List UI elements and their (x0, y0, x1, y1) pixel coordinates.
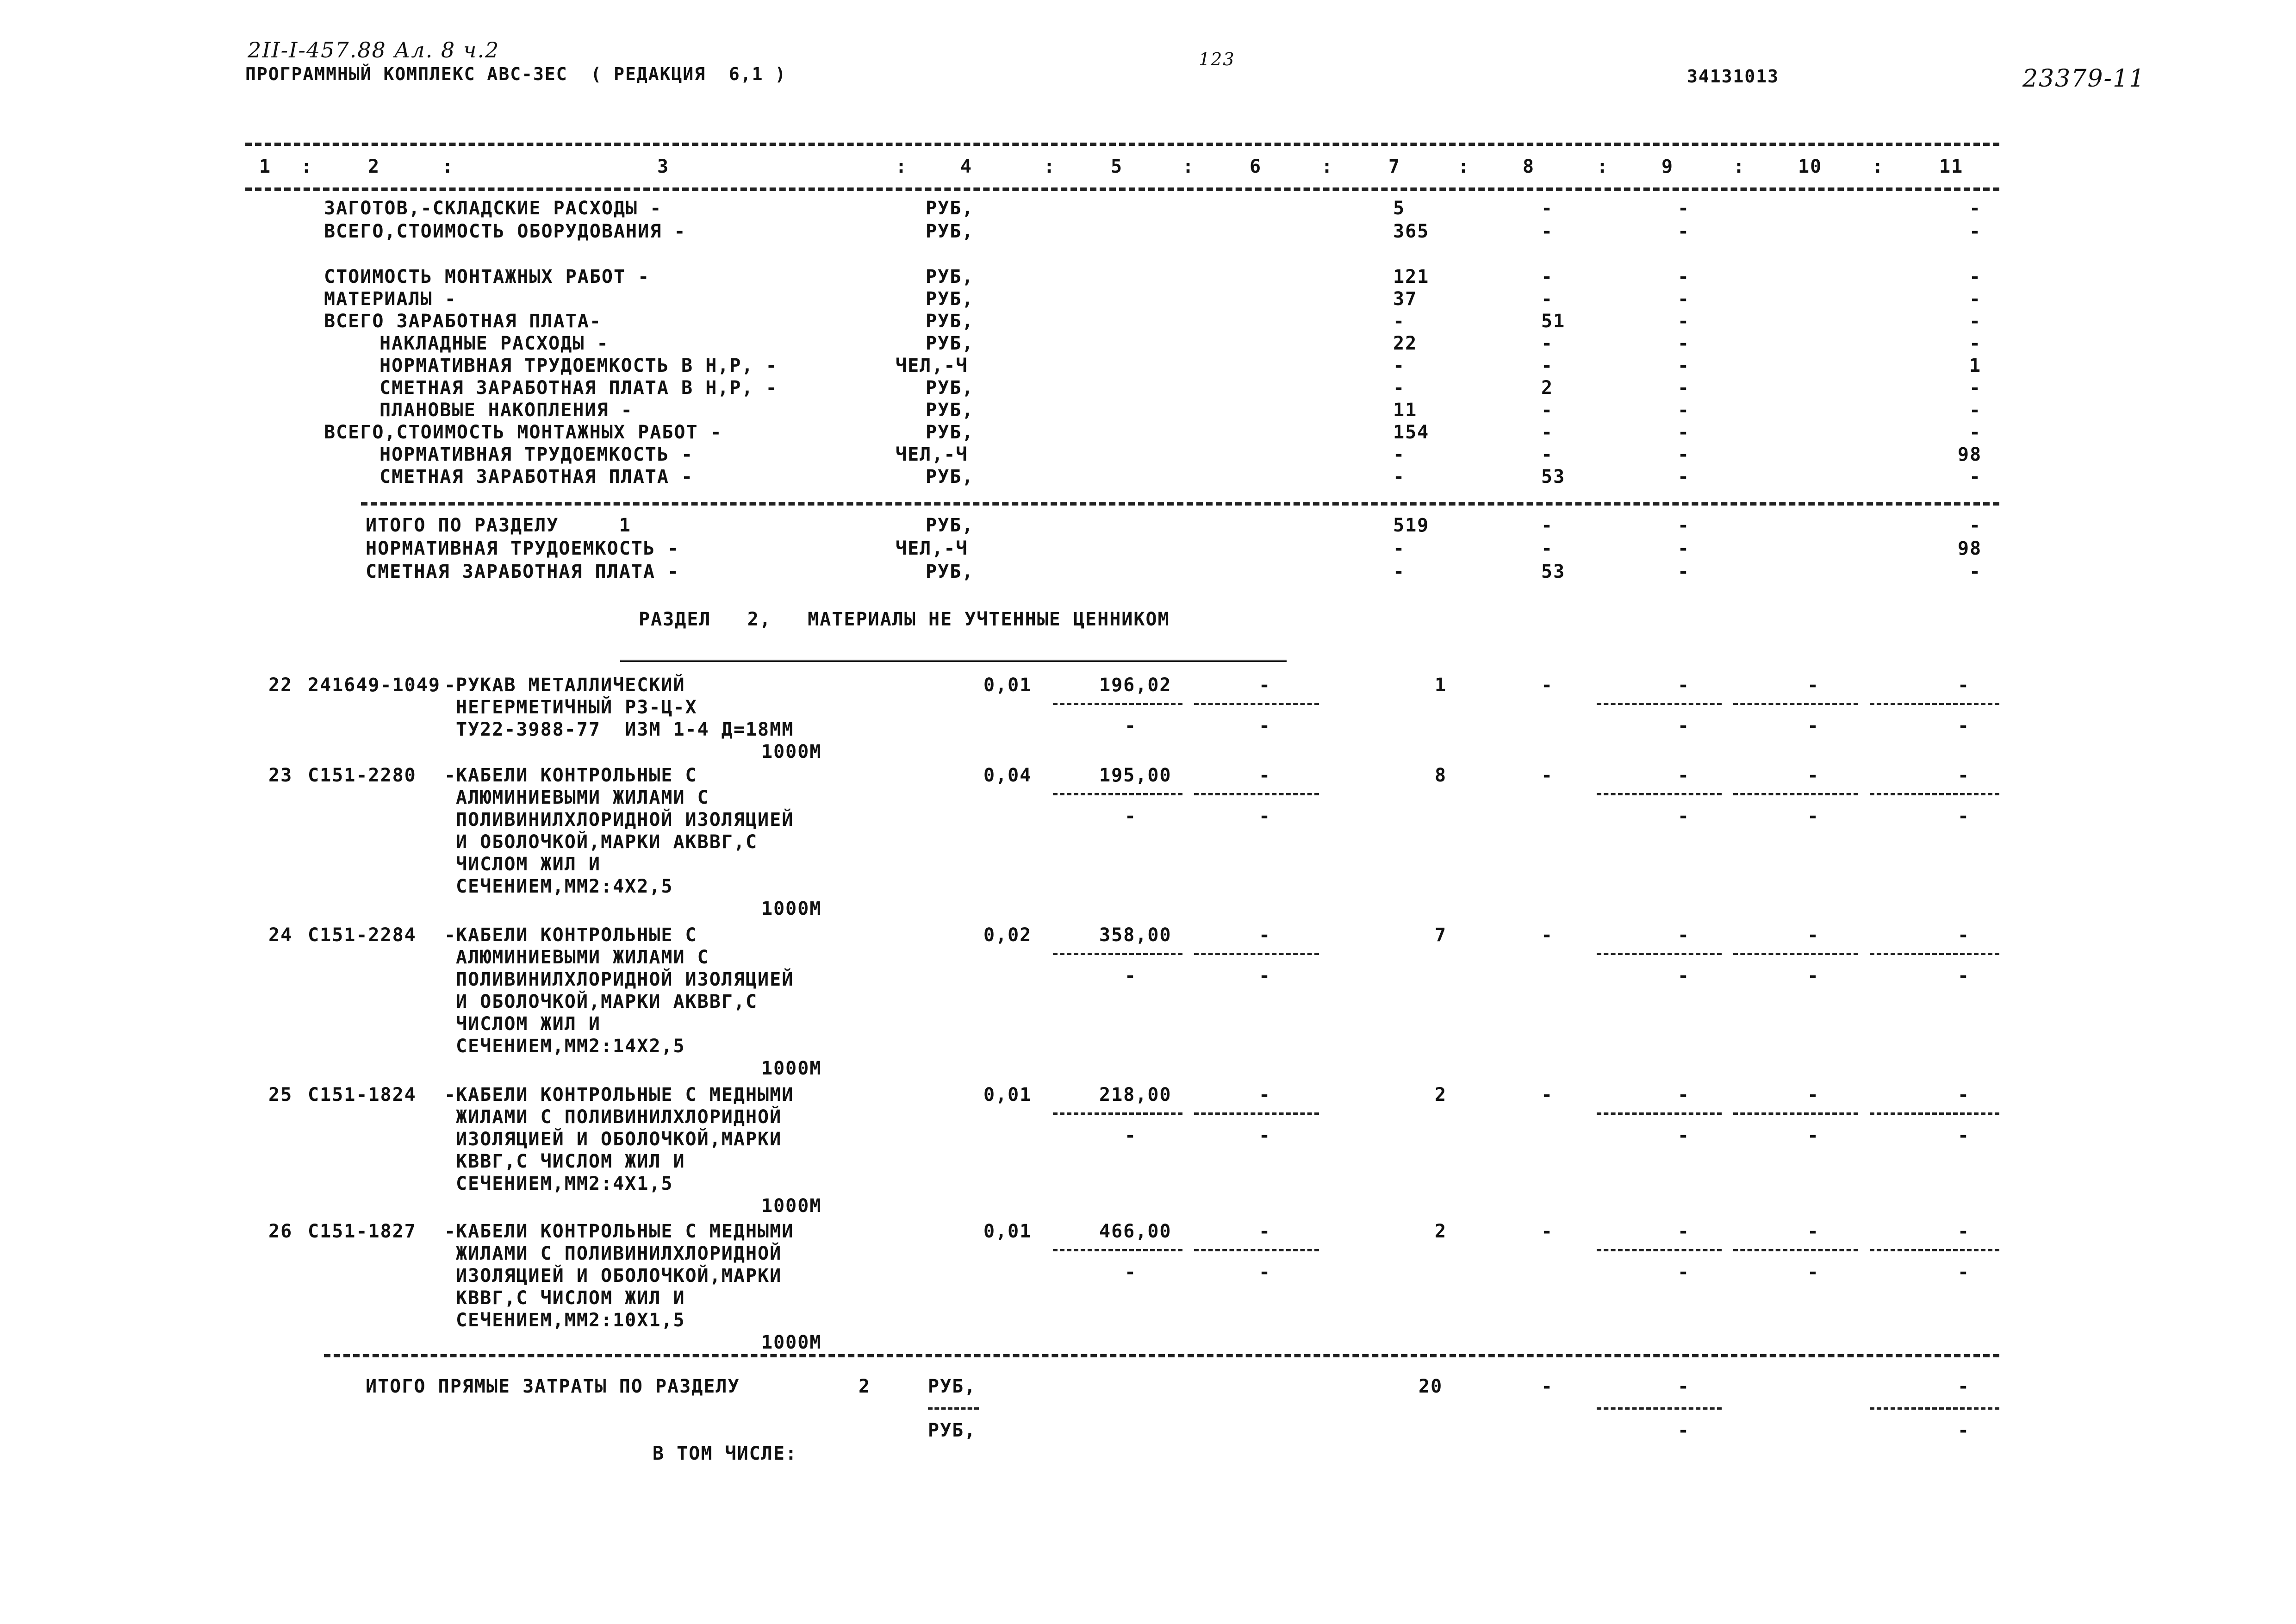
summary-row-c9: - (1678, 311, 1690, 332)
summary-row-label: СМЕТНАЯ ЗАРАБОТНАЯ ПЛАТА - (380, 466, 694, 487)
item-number: 22 (268, 675, 293, 696)
summary-row-c7: 365 (1393, 221, 1430, 242)
summary-row-c8: - (1541, 422, 1554, 443)
summary-row-c8: - (1541, 444, 1554, 465)
item-price: 196,02 (1099, 675, 1172, 696)
item-number: 25 (268, 1084, 293, 1106)
item-c9: - (1678, 1221, 1690, 1242)
item-c11: - (1958, 675, 1970, 696)
item-number: 26 (268, 1221, 293, 1242)
total-row-c11: - (1969, 561, 1982, 582)
summary-row-c9: - (1678, 377, 1690, 399)
item-c8: - (1541, 1221, 1554, 1242)
summary-row-c9: - (1678, 198, 1690, 219)
header-top-rule (245, 143, 1999, 146)
item-description-line: ЧИСЛОМ ЖИЛ И (456, 854, 601, 875)
item-c11: - (1958, 1221, 1970, 1242)
item-underline-9 (1597, 703, 1722, 705)
item-underline-6 (1194, 953, 1319, 955)
item-description-line: СЕЧЕНИЕМ,ММ2:4Х1,5 (456, 1173, 673, 1194)
summary-row-c8: - (1541, 333, 1554, 354)
summary-row-c7: 121 (1393, 266, 1430, 287)
item-c11: - (1958, 765, 1970, 786)
item-c7: 2 (1435, 1084, 1447, 1106)
item-sub-c11: - (1958, 806, 1970, 827)
item-description-line: СЕЧЕНИЕМ,ММ2:10Х1,5 (456, 1310, 685, 1331)
item-number: 24 (268, 924, 293, 946)
total2-c11-2: - (1958, 1420, 1970, 1441)
total-row-c9: - (1678, 561, 1690, 582)
item-sub-c9: - (1678, 715, 1690, 737)
item-sub-c5: - (1125, 1125, 1137, 1146)
item-c6: - (1259, 924, 1271, 946)
item-description-line: СЕЧЕНИЕМ,ММ2:14Х2,5 (456, 1036, 685, 1057)
item-c10: - (1807, 675, 1820, 696)
item-description-line: СЕЧЕНИЕМ,ММ2:4Х2,5 (456, 876, 673, 897)
item-dash: - (444, 675, 457, 696)
summary-row-c7: 22 (1393, 333, 1418, 354)
summary-row-c11: 1 (1969, 355, 1982, 376)
summary-row-c8: - (1541, 198, 1554, 219)
item-sub-c5: - (1125, 715, 1137, 737)
item-dash: - (444, 924, 457, 946)
item-sub-c11: - (1958, 1262, 1970, 1283)
summary-row-c8: 53 (1541, 466, 1566, 487)
item-sub-c6: - (1259, 1262, 1271, 1283)
summary-row-label: ВСЕГО,СТОИМОСТЬ ОБОРУДОВАНИЯ - (324, 221, 686, 242)
summary-row-c9: - (1678, 444, 1690, 465)
total-row-label: СМЕТНАЯ ЗАРАБОТНАЯ ПЛАТА - (366, 561, 680, 582)
summary-row-c9: - (1678, 288, 1690, 310)
item-underline-10 (1733, 1112, 1858, 1115)
summary-row-unit: РУБ, (926, 377, 974, 399)
summary-row-label: СМЕТНАЯ ЗАРАБОТНАЯ ПЛАТА В Н,Р, - (380, 377, 778, 399)
item-c7: 7 (1435, 924, 1447, 946)
item-code: С151-2280 (308, 765, 417, 786)
total-row-c7: - (1393, 561, 1406, 582)
summary-row-c11: - (1969, 311, 1982, 332)
item-underline-11 (1870, 793, 1999, 795)
item-description-line: КАБЕЛИ КОНТРОЛЬНЫЕ С (456, 765, 697, 786)
total-row-c9: - (1678, 538, 1690, 559)
summary-row-c7: - (1393, 377, 1406, 399)
item-underline-10 (1733, 953, 1858, 955)
item-dash: - (444, 765, 457, 786)
summary-row-label: НАКЛАДНЫЕ РАСХОДЫ - (380, 333, 609, 354)
item-c7: 1 (1435, 675, 1447, 696)
item-unit: 1000М (761, 1058, 822, 1079)
item-underline-5 (1053, 1249, 1182, 1251)
item-description-line: КАБЕЛИ КОНТРОЛЬНЫЕ С МЕДНЫМИ (456, 1084, 794, 1106)
summary-row-unit: ЧЕЛ,-Ч (896, 444, 968, 465)
item-sub-c9: - (1678, 965, 1690, 987)
item-underline-5 (1053, 1112, 1182, 1115)
item-underline-6 (1194, 703, 1319, 705)
item-c7: 8 (1435, 765, 1447, 786)
summary-row-label: МАТЕРИАЛЫ - (324, 288, 457, 310)
summary-row-c11: - (1969, 333, 1982, 354)
summary-row-c7: - (1393, 311, 1406, 332)
item-description-line: ИЗОЛЯЦИЕЙ И ОБОЛОЧКОЙ,МАРКИ (456, 1265, 782, 1287)
item-description-line: РУКАВ МЕТАЛЛИЧЕСКИЙ (456, 675, 685, 696)
col-7: 7 (1388, 156, 1401, 177)
item-c9: - (1678, 1084, 1690, 1106)
program-title: ПРОГРАММНЫЙ КОМПЛЕКС АВС-ЗЕС ( РЕДАКЦИЯ 6,1 ) (245, 64, 787, 84)
col-8: 8 (1523, 156, 1535, 177)
item-sub-c10: - (1807, 806, 1820, 827)
total-row-unit: ЧЕЛ,-Ч (896, 538, 968, 559)
summary-row-unit: РУБ, (926, 221, 974, 242)
summary-row-label: НОРМАТИВНАЯ ТРУДОЕМКОСТЬ В Н,Р, - (380, 355, 778, 376)
summary-row-unit: РУБ, (926, 400, 974, 421)
item-price: 358,00 (1099, 924, 1172, 946)
summary-row-unit: РУБ, (926, 198, 974, 219)
summary-row-c11: - (1969, 288, 1982, 310)
item-unit: 1000М (761, 898, 822, 919)
item-underline-6 (1194, 1112, 1319, 1115)
total-row-c11: 98 (1958, 538, 1982, 559)
item-sub-c6: - (1259, 1125, 1271, 1146)
item-underline-11 (1870, 1112, 1999, 1115)
summary-row-label: ВСЕГО ЗАРАБОТНАЯ ПЛАТА- (324, 311, 602, 332)
summary-row-c7: - (1393, 466, 1406, 487)
item-description-line: И ОБОЛОЧКОЙ,МАРКИ АКВВГ,С (456, 991, 758, 1012)
item-qty: 0,01 (983, 1221, 1032, 1242)
stamp-number: 23379-11 (2022, 65, 2146, 93)
item-unit: 1000М (761, 741, 822, 762)
item-underline-11 (1870, 1249, 1999, 1251)
summary-row-unit: РУБ, (926, 266, 974, 287)
item-sub-c10: - (1807, 715, 1820, 737)
item-sub-c11: - (1958, 965, 1970, 987)
item-underline-10 (1733, 703, 1858, 705)
col-4: 4 (960, 156, 973, 177)
col-10: 10 (1798, 156, 1823, 177)
total2-c8: - (1541, 1376, 1554, 1397)
item-underline-9 (1597, 953, 1722, 955)
section2-title: РАЗДЕЛ 2, МАТЕРИАЛЫ НЕ УЧТЕННЫЕ ЦЕННИКОМ (639, 609, 1170, 630)
item-number: 23 (268, 765, 293, 786)
col-3: 3 (657, 156, 670, 177)
total-row-c8: - (1541, 538, 1554, 559)
summary-row-label: НОРМАТИВНАЯ ТРУДОЕМКОСТЬ - (380, 444, 694, 465)
item-c9: - (1678, 924, 1690, 946)
item-c8: - (1541, 924, 1554, 946)
item-sub-c10: - (1807, 965, 1820, 987)
summary-row-label: ПЛАНОВЫЕ НАКОПЛЕНИЯ - (380, 400, 633, 421)
item-sub-c5: - (1125, 1262, 1137, 1283)
item-unit: 1000М (761, 1332, 822, 1353)
item-sub-c11: - (1958, 1125, 1970, 1146)
total-row-c9: - (1678, 515, 1690, 536)
summary-row-unit: РУБ, (926, 288, 974, 310)
item-sub-c10: - (1807, 1262, 1820, 1283)
item-underline-5 (1053, 703, 1182, 705)
col-2: 2 (368, 156, 380, 177)
summary-row-unit: РУБ, (926, 333, 974, 354)
item-qty: 0,01 (983, 675, 1032, 696)
item-c8: - (1541, 765, 1554, 786)
summary-row-c11: 98 (1958, 444, 1982, 465)
item-dash: - (444, 1221, 457, 1242)
item-sub-c11: - (1958, 715, 1970, 737)
item-sub-c5: - (1125, 965, 1137, 987)
item-description-line: ЖИЛАМИ С ПОЛИВИНИЛХЛОРИДНОЙ (456, 1243, 782, 1264)
total-row-c11: - (1969, 515, 1982, 536)
item-c11: - (1958, 924, 1970, 946)
item-c8: - (1541, 675, 1554, 696)
item-qty: 0,02 (983, 924, 1032, 946)
document-code: 34131013 (1687, 66, 1780, 87)
item-c6: - (1259, 675, 1271, 696)
item-description-line: ЧИСЛОМ ЖИЛ И (456, 1013, 601, 1035)
total-row-c8: 53 (1541, 561, 1566, 582)
total2-unit2: РУБ, (928, 1420, 977, 1441)
total2-c9: - (1678, 1376, 1690, 1397)
item-description-line: И ОБОЛОЧКОЙ,МАРКИ АКВВГ,С (456, 831, 758, 853)
summary-row-c8: 51 (1541, 311, 1566, 332)
summary-row-unit: РУБ, (926, 466, 974, 487)
summary-row-c7: - (1393, 355, 1406, 376)
summary-row-c9: - (1678, 355, 1690, 376)
item-c10: - (1807, 1221, 1820, 1242)
item-description-line: ПОЛИВИНИЛХЛОРИДНОЙ ИЗОЛЯЦИЕЙ (456, 969, 794, 990)
summary-row-unit: РУБ, (926, 422, 974, 443)
item-c10: - (1807, 1084, 1820, 1106)
section2-title-rule (620, 660, 1287, 662)
total2-section: 2 (859, 1376, 871, 1397)
item-description-line: КВВГ,С ЧИСЛОМ ЖИЛ И (456, 1151, 685, 1172)
item-description-line: ЖИЛАМИ С ПОЛИВИНИЛХЛОРИДНОЙ (456, 1106, 782, 1128)
col-9: 9 (1661, 156, 1674, 177)
total2-label: ИТОГО ПРЯМЫЕ ЗАТРАТЫ ПО РАЗДЕЛУ (366, 1376, 740, 1397)
total-row-c8: - (1541, 515, 1554, 536)
header-bottom-rule (245, 187, 1999, 191)
handwritten-doc-ref: 2II-I-457.88 Ал. 8 ч.2 (248, 37, 500, 62)
item-description-line: АЛЮМИНИЕВЫМИ ЖИЛАМИ С (456, 787, 709, 808)
item-code: 241649-1049 (308, 675, 441, 696)
item-underline-10 (1733, 1249, 1858, 1251)
item-sub-c9: - (1678, 806, 1690, 827)
total2-c11: - (1958, 1376, 1970, 1397)
item-underline-9 (1597, 1249, 1722, 1251)
item-code: С151-1824 (308, 1084, 417, 1106)
item-description-line: ПОЛИВИНИЛХЛОРИДНОЙ ИЗОЛЯЦИЕЙ (456, 809, 794, 831)
summary-row-c7: 37 (1393, 288, 1418, 310)
summary-row-label: ЗАГОТОВ,-СКЛАДСКИЕ РАСХОДЫ - (324, 198, 662, 219)
summary-row-c7: - (1393, 444, 1406, 465)
item-c10: - (1807, 924, 1820, 946)
item-sub-c6: - (1259, 806, 1271, 827)
total2-rule (324, 1354, 1999, 1357)
item-price: 218,00 (1099, 1084, 1172, 1106)
summary-row-c11: - (1969, 422, 1982, 443)
item-c7: 2 (1435, 1221, 1447, 1242)
summary-row-c9: - (1678, 400, 1690, 421)
item-sub-c9: - (1678, 1262, 1690, 1283)
total-row-c7: - (1393, 538, 1406, 559)
item-sub-c9: - (1678, 1125, 1690, 1146)
summary-row-c8: - (1541, 266, 1554, 287)
summary-row-c11: - (1969, 266, 1982, 287)
total2-c9-underline (1597, 1407, 1722, 1410)
item-c6: - (1259, 1084, 1271, 1106)
item-qty: 0,01 (983, 1084, 1032, 1106)
summary-row-c11: - (1969, 377, 1982, 399)
item-underline-11 (1870, 953, 1999, 955)
item-description-line: КВВГ,С ЧИСЛОМ ЖИЛ И (456, 1287, 685, 1309)
summary-row-c11: - (1969, 400, 1982, 421)
summary-row-c9: - (1678, 221, 1690, 242)
total2-c11-underline (1870, 1407, 1999, 1410)
total2-c7: 20 (1419, 1376, 1443, 1397)
item-underline-6 (1194, 1249, 1319, 1251)
total2-c9-2: - (1678, 1420, 1690, 1441)
col-6: 6 (1250, 156, 1262, 177)
item-code: С151-1827 (308, 1221, 417, 1242)
item-sub-c6: - (1259, 715, 1271, 737)
summary-row-c7: 5 (1393, 198, 1406, 219)
item-description-line: КАБЕЛИ КОНТРОЛЬНЫЕ С (456, 924, 697, 946)
item-sub-c10: - (1807, 1125, 1820, 1146)
item-c10: - (1807, 765, 1820, 786)
summary-row-unit: ЧЕЛ,-Ч (896, 355, 968, 376)
item-description-line: НЕГЕРМЕТИЧНЫЙ РЗ-Ц-Х (456, 697, 697, 718)
col-11: 11 (1939, 156, 1964, 177)
total-row-unit: РУБ, (926, 561, 974, 582)
item-underline-10 (1733, 793, 1858, 795)
item-underline-9 (1597, 1112, 1722, 1115)
item-c6: - (1259, 765, 1271, 786)
item-description-line: КАБЕЛИ КОНТРОЛЬНЫЕ С МЕДНЫМИ (456, 1221, 794, 1242)
summary-row-c9: - (1678, 333, 1690, 354)
summary-row-c11: - (1969, 466, 1982, 487)
item-underline-9 (1597, 793, 1722, 795)
col-5: 5 (1111, 156, 1123, 177)
item-description-line: ТУ22-3988-77 ИЗМ 1-4 Д=18ММ (456, 719, 794, 740)
summary-row-c11: - (1969, 221, 1982, 242)
total2-unit-underline (928, 1407, 979, 1410)
item-sub-c5: - (1125, 806, 1137, 827)
summary-row-c11: - (1969, 198, 1982, 219)
total-row-c7: 519 (1393, 515, 1430, 536)
item-price: 195,00 (1099, 765, 1172, 786)
summary-row-c8: - (1541, 400, 1554, 421)
item-underline-11 (1870, 703, 1999, 705)
summary-row-label: СТОИМОСТЬ МОНТАЖНЫХ РАБОТ - (324, 266, 650, 287)
item-c9: - (1678, 675, 1690, 696)
item-description-line: АЛЮМИНИЕВЫМИ ЖИЛАМИ С (456, 947, 709, 968)
item-price: 466,00 (1099, 1221, 1172, 1242)
summary-row-c9: - (1678, 466, 1690, 487)
section1-total-rule (361, 502, 1999, 506)
item-underline-6 (1194, 793, 1319, 795)
summary-row-unit: РУБ, (926, 311, 974, 332)
item-unit: 1000М (761, 1195, 822, 1217)
summary-row-c8: - (1541, 288, 1554, 310)
item-underline-5 (1053, 793, 1182, 795)
item-code: С151-2284 (308, 924, 417, 946)
including-label: В ТОМ ЧИСЛЕ: (653, 1443, 797, 1464)
summary-row-c9: - (1678, 266, 1690, 287)
item-qty: 0,04 (983, 765, 1032, 786)
total-row-unit: РУБ, (926, 515, 974, 536)
summary-row-c8: 2 (1541, 377, 1554, 399)
item-sub-c6: - (1259, 965, 1271, 987)
item-c11: - (1958, 1084, 1970, 1106)
item-c9: - (1678, 765, 1690, 786)
total-row-label: ИТОГО ПО РАЗДЕЛУ 1 (366, 515, 631, 536)
item-c8: - (1541, 1084, 1554, 1106)
summary-row-c7: 11 (1393, 400, 1418, 421)
item-underline-5 (1053, 953, 1182, 955)
total2-unit: РУБ, (928, 1376, 977, 1397)
item-dash: - (444, 1084, 457, 1106)
summary-row-c9: - (1678, 422, 1690, 443)
summary-row-c8: - (1541, 355, 1554, 376)
summary-row-c7: 154 (1393, 422, 1430, 443)
col-1: 1 (259, 156, 272, 177)
item-description-line: ИЗОЛЯЦИЕЙ И ОБОЛОЧКОЙ,МАРКИ (456, 1129, 782, 1150)
summary-row-label: ВСЕГО,СТОИМОСТЬ МОНТАЖНЫХ РАБОТ - (324, 422, 722, 443)
total-row-label: НОРМАТИВНАЯ ТРУДОЕМКОСТЬ - (366, 538, 680, 559)
item-c6: - (1259, 1221, 1271, 1242)
page-number: 123 (1199, 49, 1235, 69)
summary-row-c8: - (1541, 221, 1554, 242)
